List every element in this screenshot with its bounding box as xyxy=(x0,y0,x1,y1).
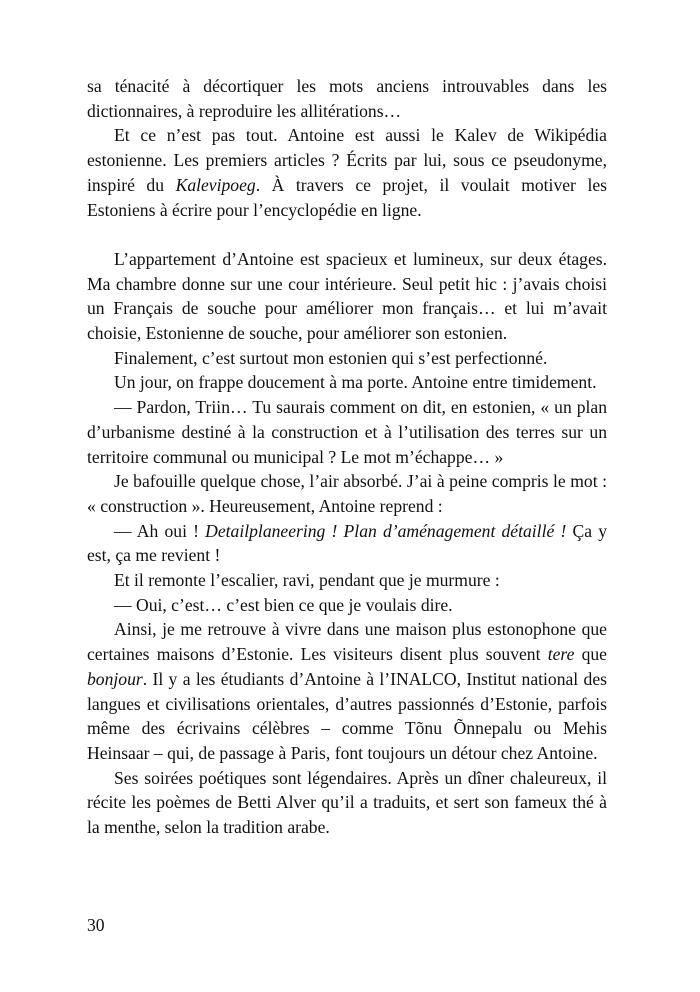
text-run: L’appartement d’Antoine est spacieux et lumineux, sur deux étages. Ma chambre donne sur une cour intérieure. Seul petit hic : j’avais choisi un Français de souche pour améliorer mon français… et lui m’avait choisie, Estonienne de souche, pour améliorer son estonien. xyxy=(87,248,607,344)
italic-text: Kalevipoeg xyxy=(175,174,256,195)
text-run: — Ah oui ! xyxy=(114,520,206,541)
text-run: Un jour, on frappe doucement à ma porte. Antoine entre timidement. xyxy=(114,372,597,393)
text-run: . Il y a les étudiants d’Antoine à l’INALCO, Institut national des langues et civilisations orientales, d’autres passionnés d’Estonie, parfois même des écrivains célèbres – comme Tõnu Õnnepalu ou Mehis Heinsaar – qui, de passage à Paris, font toujours un détour chez Antoine. xyxy=(87,668,607,763)
italic-text: tere xyxy=(547,644,575,665)
text-run: Ses soirées poétiques sont légendaires. Après un dîner chaleureux, il récite les poèmes de Betti Alver qu’il a traduits, et sert son fameux thé à la menthe, selon la tradition arabe. xyxy=(87,767,607,838)
text-run: Et il remonte l’escalier, ravi, pendant que je murmure : xyxy=(114,570,500,591)
paragraph xyxy=(87,593,607,618)
paragraph xyxy=(87,395,607,469)
text-run: Ça y est, ça me revient ! xyxy=(87,520,607,566)
page-body xyxy=(87,74,607,840)
paragraph xyxy=(87,766,607,840)
text-run: Et ce n’est pas tout. Antoine est aussi le Kalev de Wikipédia estonienne. Les premiers articles ? Écrits par lui, sous ce pseudonyme, inspiré du xyxy=(87,125,607,195)
text-run: sa ténacité à décortiquer les mots anciens introuvables dans les dictionnaires, à reproduire les allitérations… xyxy=(87,76,607,121)
text-run: Ainsi, je me retrouve à vivre dans une maison plus estonophone que certaines maisons d’Estonie. Les visiteurs disent plus souvent xyxy=(87,619,607,665)
text-run: Je bafouille quelque chose, l’air absorbé. J’ai à peine compris le mot : « construction ». Heureusement, Antoine reprend : xyxy=(87,471,607,516)
text-run: — Oui, c’est… c’est bien ce que je voulais dire. xyxy=(114,594,453,615)
text-run: — Pardon, Triin… Tu saurais comment on dit, en estonien, « un plan d’urbanisme destiné à la construction et à l’utilisation des terres sur un territoire communal ou municipal ? Le mot m’échappe… » xyxy=(87,397,607,467)
paragraph xyxy=(87,346,607,371)
page-number: 30 xyxy=(87,915,105,935)
paragraph xyxy=(87,617,607,765)
text-run: . À travers ce projet, il voulait motiver les Estoniens à écrire pour l’encyclopédie en ligne. xyxy=(87,174,608,220)
paragraph xyxy=(87,370,607,395)
paragraph xyxy=(87,247,607,346)
paragraph xyxy=(87,519,607,568)
paragraph xyxy=(87,74,607,123)
italic-text: bonjour xyxy=(87,668,143,689)
paragraph xyxy=(87,469,607,518)
italic-text: Detailplaneering ! Plan d’aménagement détaillé ! xyxy=(205,520,567,541)
paragraph xyxy=(87,568,607,593)
text-run: que xyxy=(574,644,607,665)
text-run: Finalement, c’est surtout mon estonien qui s’est perfectionné. xyxy=(114,347,548,368)
paragraph xyxy=(87,123,607,222)
